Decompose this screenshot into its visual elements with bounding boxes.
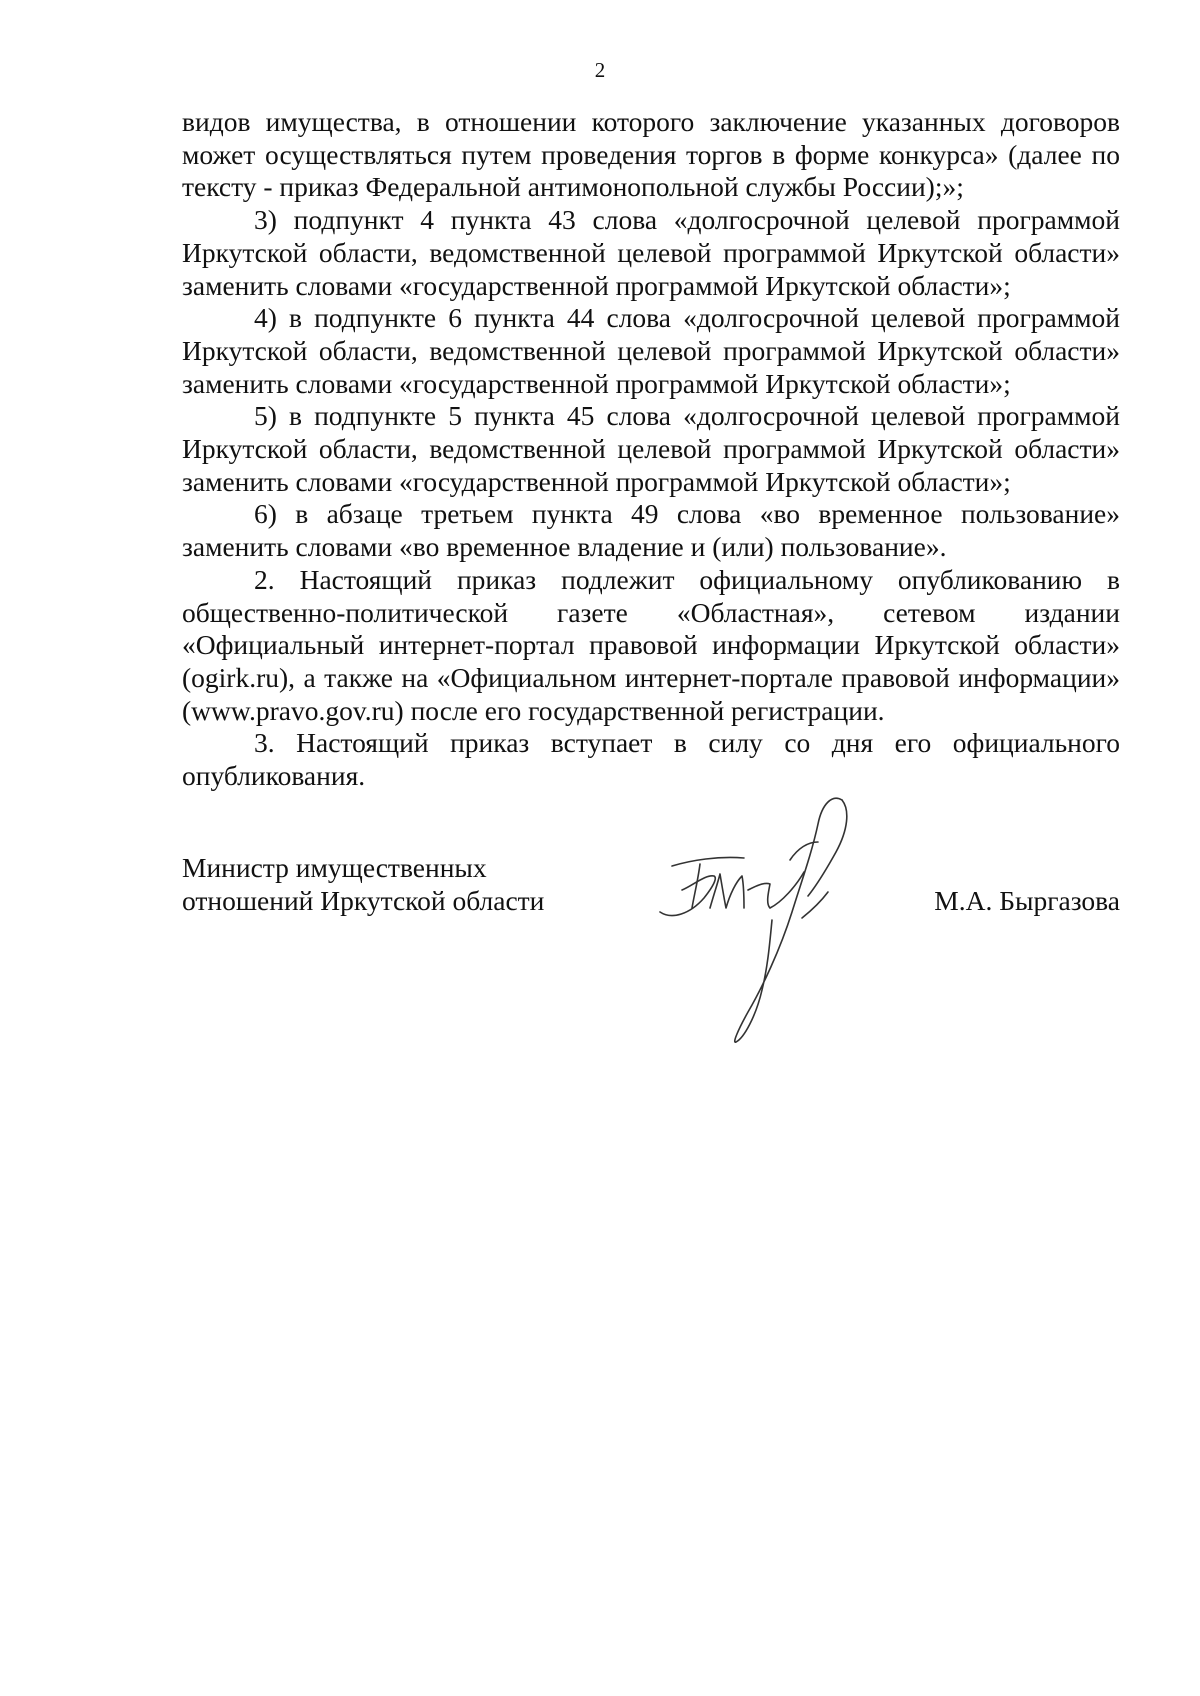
- document-body: [182, 106, 1120, 793]
- signatory-title-line-1: Министр имущественных: [182, 852, 487, 883]
- paragraph-item-6: 6) в абзаце третьем пункта 49 слова «во временное пользование» заменить словами «во временное владение и (или) пользование».: [182, 498, 1120, 563]
- handwritten-signature: [652, 790, 862, 1050]
- page-number: 2: [594, 58, 606, 82]
- signatory-title-line-2: отношений Иркутской области: [182, 884, 545, 916]
- paragraph-section-3: 3. Настоящий приказ вступает в силу со дня его официального опубликования.: [182, 727, 1120, 792]
- paragraph-item-3: 3) подпункт 4 пункта 43 слова «долгосрочной целевой программой Иркутской области, ведомственной целевой программой Иркутской области» заменить словами «государственной программой Иркутской области»;: [182, 204, 1120, 301]
- signature-block: [182, 852, 1120, 1052]
- paragraph-item-5: 5) в подпункте 5 пункта 45 слова «долгосрочной целевой программой Иркутской области, ведомственной целевой программой Иркутской области» заменить словами «государственной программой Иркутской области»;: [182, 400, 1120, 497]
- signatory-title: [182, 852, 544, 917]
- paragraph-continuation: видов имущества, в отношении которого заключение указанных договоров может осуществляться путем проведения торгов в форме конкурса» (далее по тексту - приказ Федеральной антимонопольной службы России);»;: [182, 106, 1120, 203]
- paragraph-item-4: 4) в подпункте 6 пункта 44 слова «долгосрочной целевой программой Иркутской области, ведомственной целевой программой Иркутской области» заменить словами «государственной программой Иркутской области»;: [182, 302, 1120, 399]
- paragraph-section-2: 2. Настоящий приказ подлежит официальному опубликованию в общественно-политической газете «Областная», сетевом издании «Официальный интернет-портал правовой информации Иркутской области» (ogirk.ru), а также на «Официальном интернет-портале правовой информации» (www.pravo.gov.ru) после его государственной регистрации.: [182, 563, 1120, 726]
- signatory-name: М.А. Быргазова: [934, 884, 1120, 916]
